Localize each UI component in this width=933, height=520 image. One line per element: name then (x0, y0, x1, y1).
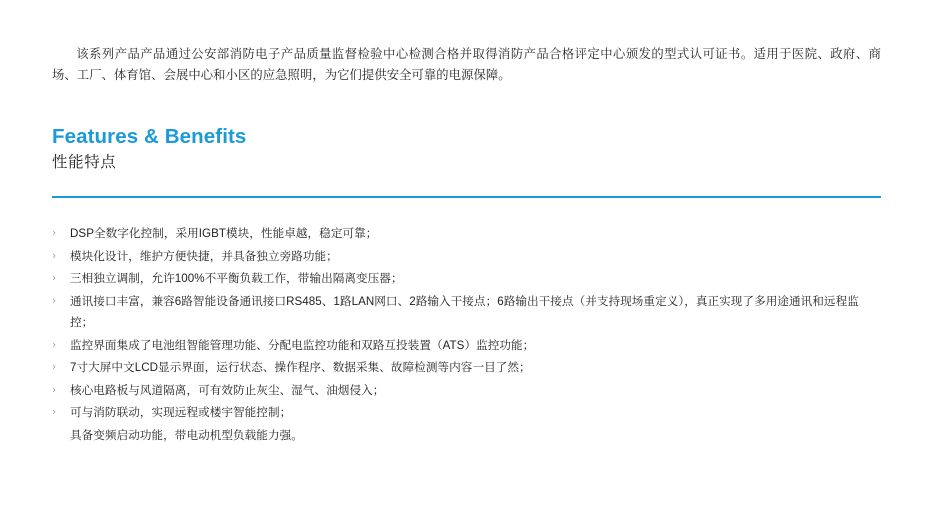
chevron-right-icon: › (52, 294, 57, 307)
intro-paragraph (52, 44, 881, 86)
chevron-right-icon: › (52, 249, 57, 262)
document-page (0, 44, 933, 520)
list-item (52, 357, 881, 379)
chevron-right-icon: › (52, 361, 57, 374)
chevron-right-icon: › (52, 406, 57, 419)
list-item-text: 三相独立调制，允许100%不平衡负载工作，带输出隔离变压器； (70, 272, 403, 286)
chevron-right-icon: › (52, 227, 57, 240)
list-item (52, 335, 881, 357)
list-item-text: 模块化设计，维护方便快捷，并具备独立旁路功能； (70, 249, 338, 263)
list-item-text: 可与消防联动，实现远程或楼宇智能控制； (70, 406, 292, 420)
section-title-en: Features & Benefits (52, 125, 247, 148)
chevron-right-icon: › (52, 272, 57, 285)
list-item (52, 246, 881, 268)
list-item-text: 核心电路板与风道隔离，可有效防止灰尘、湿气、油烟侵入； (70, 383, 385, 397)
list-item (52, 425, 881, 447)
list-item-text: 监控界面集成了电池组智能管理功能、分配电监控功能和双路互投装置（ATS）监控功能； (70, 338, 535, 352)
list-item (52, 268, 881, 290)
section-divider (52, 196, 881, 198)
intro-text: 该系列产品产品通过公安部消防电子产品质量监督检验中心检测合格并取得消防产品合格评定中心颁发的型式认可证书。适用于医院、政府、商场、工厂、体育馆、会展中心和小区的应急照明，为它们提供安全可靠的电源保障。 (52, 47, 881, 82)
list-item (52, 402, 881, 424)
features-list (52, 223, 881, 446)
chevron-right-icon: › (52, 383, 57, 396)
list-item (52, 223, 881, 245)
list-item (52, 380, 881, 402)
list-item-text: 通讯接口丰富，兼容6路智能设备通讯接口RS485、1路LAN网口、2路输入干接点；6路输出干接点（并支持现场重定义），真正实现了多用途通讯和远程监控； (70, 294, 859, 330)
list-item (52, 291, 881, 334)
list-item-text: 7寸大屏中文LCD显示界面，运行状态、操作程序、数据采集、故障检测等内容一目了然； (70, 361, 531, 375)
list-item-text: 具备变频启动功能，带电动机型负载能力强。 (70, 428, 303, 442)
chevron-right-icon: › (52, 338, 57, 351)
list-item-text: DSP全数字化控制，采用IGBT模块，性能卓越，稳定可靠； (70, 227, 378, 241)
section-title-cn: 性能特点 (52, 154, 117, 171)
section-heading (52, 124, 881, 175)
